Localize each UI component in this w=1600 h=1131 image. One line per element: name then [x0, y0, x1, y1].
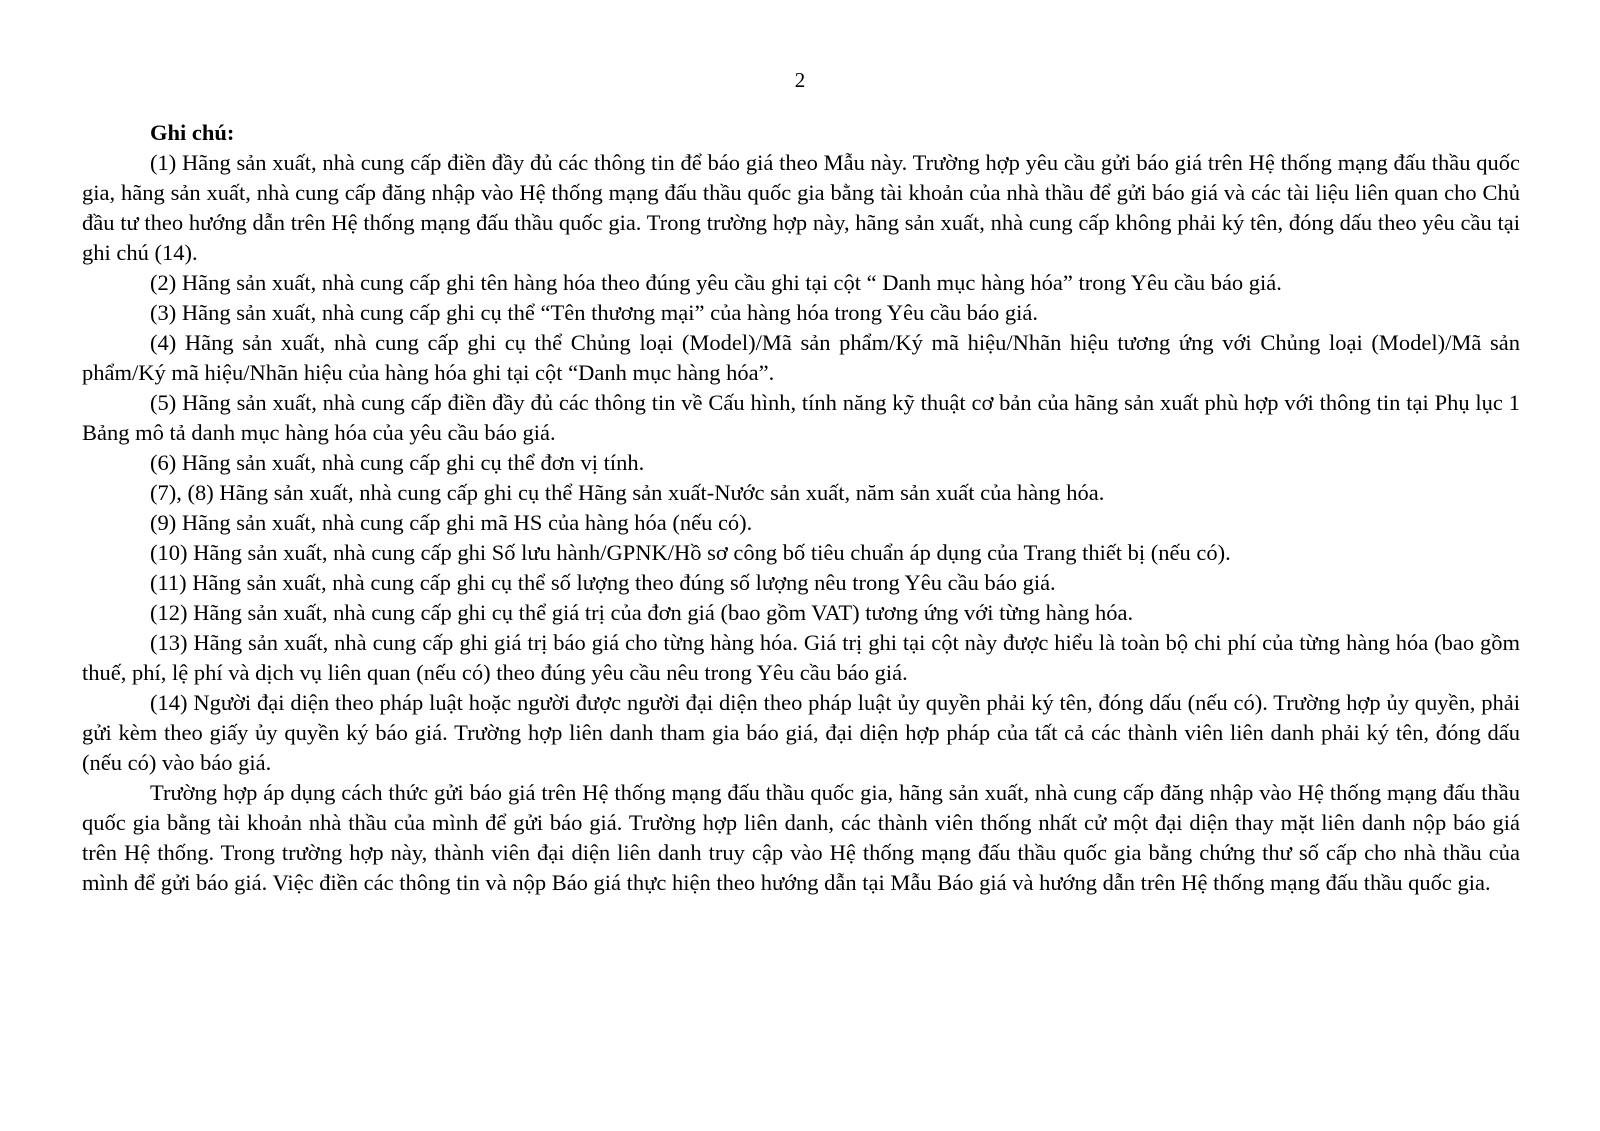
note-12: (12) Hãng sản xuất, nhà cung cấp ghi cụ thể giá trị của đơn giá (bao gồm VAT) tương ứng với từng hàng hóa.	[150, 600, 1134, 625]
note-13: (13) Hãng sản xuất, nhà cung cấp ghi giá trị báo giá cho từng hàng hóa. Giá trị ghi tại cột này được hiểu là toàn bộ chi phí của từng hàng hóa (bao gồm thuế, phí, lệ phí và dịch vụ liên quan (nếu có) theo đúng yêu cầu nêu trong Yêu cầu báo giá.	[82, 630, 1520, 685]
note-1: (1) Hãng sản xuất, nhà cung cấp điền đầy đủ các thông tin để báo giá theo Mẫu này. Trường hợp yêu cầu gửi báo giá trên Hệ thống mạng đấu thầu quốc gia, hãng sản xuất, nhà cung cấp đăng nhập vào Hệ thống mạng đấu thầu quốc gia bằng tài khoản của nhà thầu để gửi báo giá và các tài liệu liên quan cho Chủ đầu tư theo hướng dẫn trên Hệ thống mạng đấu thầu quốc gia. Trong trường hợp này, hãng sản xuất, nhà cung cấp không phải ký tên, đóng dấu theo yêu cầu tại ghi chú (14).	[82, 150, 1520, 265]
notes-heading: Ghi chú:	[150, 120, 235, 145]
note-2: (2) Hãng sản xuất, nhà cung cấp ghi tên hàng hóa theo đúng yêu cầu ghi tại cột “ Danh mục hàng hóa” trong Yêu cầu báo giá.	[150, 270, 1282, 295]
online-submission-paragraph: Trường hợp áp dụng cách thức gửi báo giá trên Hệ thống mạng đấu thầu quốc gia, hãng sản xuất, nhà cung cấp đăng nhập vào Hệ thống mạng đấu thầu quốc gia bằng tài khoản nhà thầu của mình để gửi báo giá. Trường hợp liên danh, các thành viên thống nhất cử một đại diện thay mặt liên danh nộp báo giá trên Hệ thống. Trong trường hợp này, thành viên đại diện liên danh truy cập vào Hệ thống mạng đấu thầu quốc gia bằng chứng thư số cấp cho nhà thầu của mình để gửi báo giá. Việc điền các thông tin và nộp Báo giá thực hiện theo hướng dẫn tại Mẫu Báo giá và hướng dẫn trên Hệ thống mạng đấu thầu quốc gia.	[82, 780, 1520, 895]
note-10: (10) Hãng sản xuất, nhà cung cấp ghi Số lưu hành/GPNK/Hồ sơ công bố tiêu chuẩn áp dụng của Trang thiết bị (nếu có).	[150, 540, 1231, 565]
notes-section	[82, 118, 1520, 898]
note-14: (14) Người đại diện theo pháp luật hoặc người được người đại diện theo pháp luật ủy quyền phải ký tên, đóng dấu (nếu có). Trường hợp ủy quyền, phải gửi kèm theo giấy ủy quyền ký báo giá. Trường hợp liên danh tham gia báo giá, đại diện hợp pháp của tất cả các thành viên liên danh phải ký tên, đóng dấu (nếu có) vào báo giá.	[82, 690, 1520, 775]
note-11: (11) Hãng sản xuất, nhà cung cấp ghi cụ thể số lượng theo đúng số lượng nêu trong Yêu cầu báo giá.	[150, 570, 1056, 595]
note-3: (3) Hãng sản xuất, nhà cung cấp ghi cụ thể “Tên thương mại” của hàng hóa trong Yêu cầu báo giá.	[150, 300, 1038, 325]
note-5: (5) Hãng sản xuất, nhà cung cấp điền đầy đủ các thông tin về Cấu hình, tính năng kỹ thuật cơ bản của hãng sản xuất phù hợp với thông tin tại Phụ lục 1 Bảng mô tả danh mục hàng hóa của yêu cầu báo giá.	[82, 390, 1520, 445]
note-4: (4) Hãng sản xuất, nhà cung cấp ghi cụ thể Chủng loại (Model)/Mã sản phẩm/Ký mã hiệu/Nhãn hiệu tương ứng với Chủng loại (Model)/Mã sản phẩm/Ký mã hiệu/Nhãn hiệu của hàng hóa ghi tại cột “Danh mục hàng hóa”.	[82, 330, 1520, 385]
page-number: 2	[794, 68, 806, 92]
note-7-8: (7), (8) Hãng sản xuất, nhà cung cấp ghi cụ thể Hãng sản xuất-Nước sản xuất, năm sản xuất của hàng hóa.	[150, 480, 1105, 505]
note-6: (6) Hãng sản xuất, nhà cung cấp ghi cụ thể đơn vị tính.	[150, 450, 645, 475]
note-9: (9) Hãng sản xuất, nhà cung cấp ghi mã HS của hàng hóa (nếu có).	[150, 510, 753, 535]
